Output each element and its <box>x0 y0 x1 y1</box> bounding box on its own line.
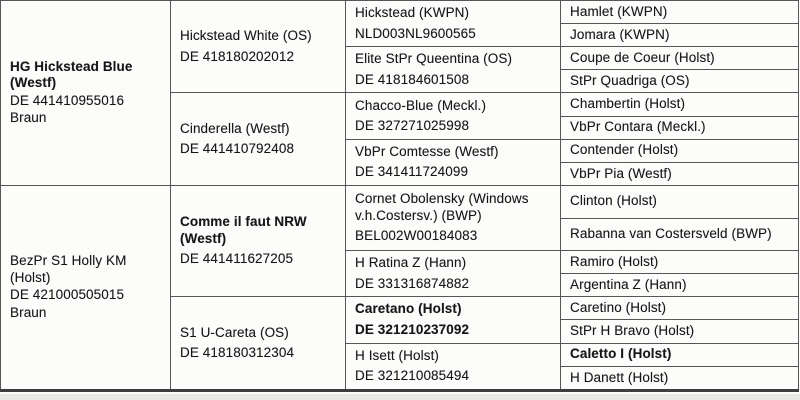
pedigree-cell-gen4-4 <box>561 70 799 93</box>
horse-id: DE 321210237092 <box>355 321 470 337</box>
pedigree-cell-gen3-2 <box>346 47 561 93</box>
pedigree-cell-sire-1 <box>171 1 346 93</box>
horse-name: BezPr S1 Holly KM (Holst) <box>10 253 127 285</box>
horse-id: DE 418180312304 <box>180 345 295 361</box>
pedigree-cell-gen4-8 <box>561 162 799 185</box>
pedigree-cell-gen3-6 <box>346 251 561 297</box>
horse-name: Chambertin (Holst) <box>570 96 686 112</box>
horse-name: Rabanna van Costersveld (BWP) <box>570 226 772 242</box>
horse-name: VbPr Pia (Westf) <box>570 165 672 181</box>
horse-name: H Ratina Z (Hann) <box>355 255 467 271</box>
horse-name: Cinderella (Westf) <box>180 120 290 136</box>
horse-name: Clinton (Holst) <box>570 193 658 209</box>
horse-name: HG Hickstead Blue (Westf) <box>10 58 133 91</box>
horse-id: DE 421000505015 <box>10 287 125 303</box>
pedigree-cell-subject-1 <box>1 1 171 186</box>
horse-name: Hickstead White (OS) <box>180 28 312 44</box>
horse-id: DE 441411627205 <box>180 251 294 267</box>
pedigree-cell-dam-1 <box>171 93 346 185</box>
horse-name: Caretano (Holst) <box>355 301 462 317</box>
horse-name: Contender (Holst) <box>570 142 679 158</box>
pedigree-cell-gen4-10 <box>561 218 799 251</box>
horse-id: DE 321210085494 <box>355 368 470 384</box>
horse-name: Caretino (Holst) <box>570 300 667 316</box>
pedigree-cell-gen4-14 <box>561 320 799 343</box>
horse-id: DE 418180202012 <box>180 48 295 64</box>
pedigree-cell-gen3-7 <box>346 297 561 343</box>
horse-name: Ramiro (Holst) <box>570 253 659 269</box>
pedigree-cell-gen3-5 <box>346 185 561 250</box>
horse-id: DE 441410792408 <box>180 141 295 157</box>
horse-name: StPr H Bravo (Holst) <box>570 323 695 339</box>
horse-name: VbPr Contara (Meckl.) <box>570 119 706 135</box>
horse-name: VbPr Comtesse (Westf) <box>355 143 499 159</box>
pedigree-cell-gen4-13 <box>561 297 799 320</box>
horse-name: H Isett (Holst) <box>355 347 440 363</box>
pedigree-cell-gen4-11 <box>561 251 799 274</box>
pedigree-cell-gen3-1 <box>346 1 561 47</box>
pedigree-cell-gen4-2 <box>561 24 799 47</box>
pedigree-cell-gen3-4 <box>346 139 561 185</box>
horse-name: Cornet Obolensky (Windows v.h.Costersv.) (BWP) <box>355 191 529 223</box>
pedigree-cell-sire-2 <box>171 185 346 297</box>
horse-name: Jomara (KWPN) <box>570 26 670 42</box>
pedigree-cell-gen3-3 <box>346 93 561 139</box>
pedigree-cell-gen3-8 <box>346 343 561 390</box>
horse-coat-color: Braun <box>10 304 47 320</box>
horse-id: BEL002W00184083 <box>355 228 478 244</box>
pedigree-cell-gen4-6 <box>561 116 799 139</box>
horse-name: Argentina Z (Hann) <box>570 277 687 293</box>
horse-name: StPr Quadriga (OS) <box>570 73 690 89</box>
pedigree-cell-gen4-1 <box>561 1 799 24</box>
horse-id: DE 441410955016 <box>10 92 125 108</box>
horse-name: Chacco-Blue (Meckl.) <box>355 97 487 113</box>
horse-name: Elite StPr Queentina (OS) <box>355 51 513 67</box>
pedigree-cell-gen4-15 <box>561 343 799 366</box>
pedigree-cell-gen4-7 <box>561 139 799 162</box>
horse-name: Comme il faut NRW (Westf) <box>180 214 307 246</box>
horse-coat-color: Braun <box>10 110 47 126</box>
horse-name: Caletto I (Holst) <box>570 346 672 362</box>
horse-name: H Danett (Holst) <box>570 369 669 385</box>
horse-name: Coupe de Coeur (Holst) <box>570 50 715 66</box>
pedigree-cell-gen4-3 <box>561 47 799 70</box>
horse-id: DE 341411724099 <box>355 164 469 180</box>
horse-id: DE 331316874882 <box>355 275 470 291</box>
pedigree-cell-gen4-12 <box>561 274 799 297</box>
scan-edge-strip <box>0 394 800 400</box>
pedigree-cell-dam-2 <box>171 297 346 391</box>
horse-id: DE 327271025998 <box>355 118 470 134</box>
horse-id: NLD003NL9600565 <box>355 25 476 41</box>
pedigree-cell-gen4-5 <box>561 93 799 116</box>
horse-name: Hamlet (KWPN) <box>570 3 668 19</box>
pedigree-cell-gen4-9 <box>561 185 799 218</box>
horse-id: DE 418184601508 <box>355 71 470 87</box>
pedigree-cell-subject-2 <box>1 185 171 390</box>
horse-name: Hickstead (KWPN) <box>355 5 470 21</box>
horse-name: S1 U-Careta (OS) <box>180 324 289 340</box>
pedigree-cell-gen4-16 <box>561 366 799 390</box>
